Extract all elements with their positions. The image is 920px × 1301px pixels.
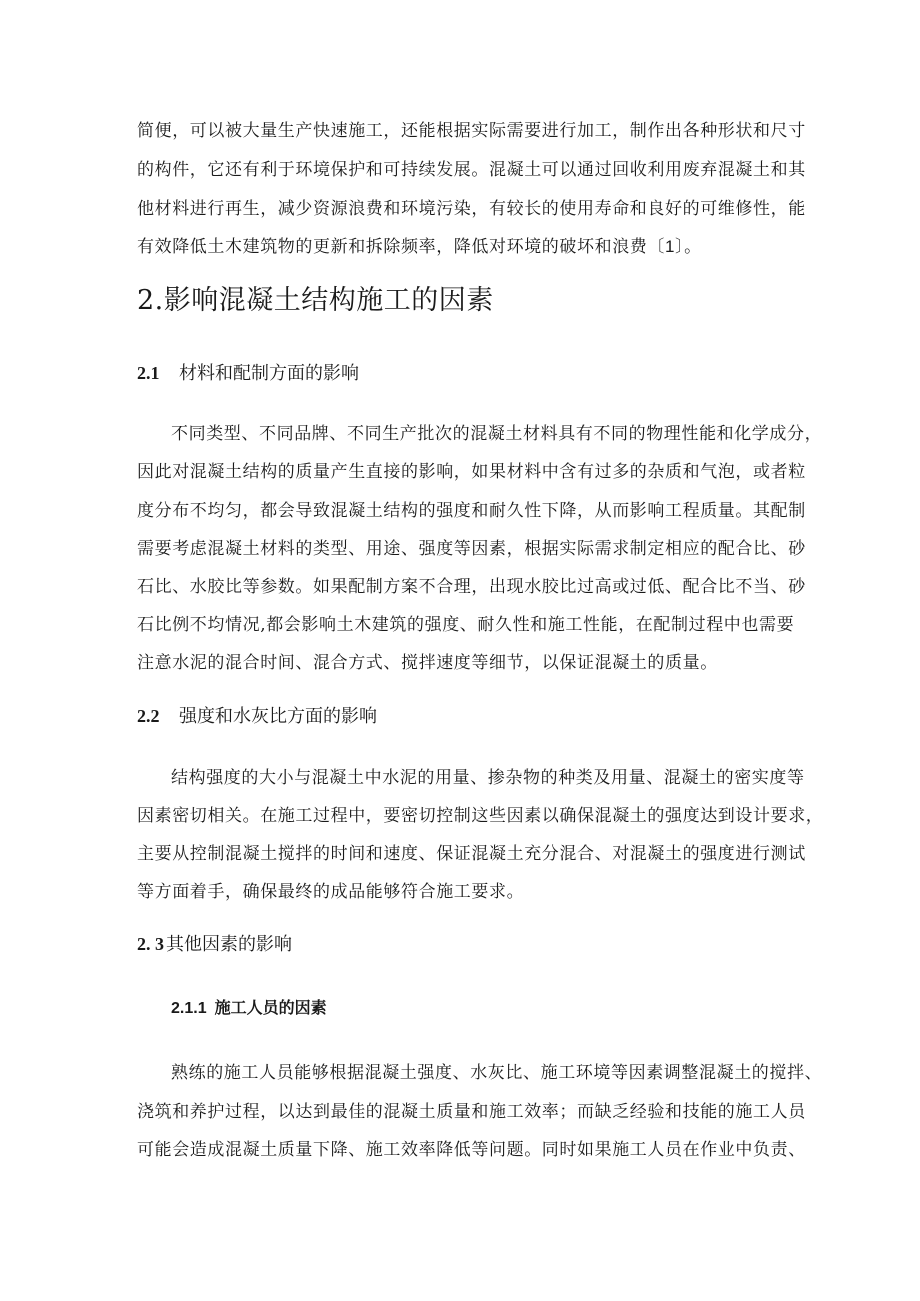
s21-line-5: 石比、水胶比等参数。如果配制方案不合理，出现水胶比过高或过低、配合比不当、砂	[137, 577, 806, 597]
intro-line-3: 他材料进行再生，减少资源浪费和环境污染，有较长的使用寿命和良好的可维修性，能	[137, 199, 806, 219]
intro-line-4	[137, 235, 702, 259]
section-2-3-heading	[137, 931, 292, 958]
section-2-2-heading	[137, 703, 377, 730]
section-2-2-number: 2.2	[137, 706, 160, 726]
section-2-1-1-number: 2.1.1	[171, 1000, 207, 1017]
intro-line-2: 的构件，它还有利于环境保护和可持续发展。混凝土可以通过回收利用废弃混凝土和其	[137, 160, 806, 180]
s211-line-1: 熟练的施工人员能够根据混凝土强度、水灰比、施工环境等因素调整混凝土的搅拌、	[171, 1063, 823, 1083]
intro-line-4-text: 有效降低土木建筑物的更新和拆除频率，降低对环境的破坏和浪费	[137, 237, 648, 257]
section-2-2-title: 强度和水灰比方面的影响	[179, 706, 377, 727]
s21-line-3: 度分布不均匀，都会导致混凝土结构的强度和耐久性下降，从而影响工程质量。其配制	[137, 501, 806, 521]
s211-line-2: 浇筑和养护过程，以达到最佳的混凝土质量和施工效率；而缺乏经验和技能的施工人员	[137, 1102, 806, 1122]
section-2-1-title: 材料和配制方面的影响	[179, 363, 359, 384]
s22-line-4: 等方面着手，确保最终的成品能够符合施工要求。	[137, 882, 525, 902]
section-2-1-number: 2.1	[137, 363, 160, 383]
section-2-1-1-title: 施工人员的因素	[214, 998, 327, 1017]
s21-line-1: 不同类型、不同品牌、不同生产批次的混凝土材料具有不同的物理性能和化学成分，	[171, 424, 823, 444]
s21-line-4: 需要考虑混凝土材料的类型、用途、强度等因素，根据实际需求制定相应的配合比、砂	[137, 539, 806, 559]
section-2-1-heading	[137, 360, 359, 387]
s22-line-3: 主要从控制混凝土搅拌的时间和速度、保证混凝土充分混合、对混凝土的强度进行测试	[137, 844, 806, 864]
s22-line-2: 因素密切相关。在施工过程中，要密切控制这些因素以确保混凝土的强度达到设计要求，	[137, 806, 824, 826]
intro-line-1: 简便，可以被大量生产快速施工，还能根据实际需要进行加工，制作出各种形状和尺寸	[137, 121, 806, 141]
s22-line-1: 结构强度的大小与混凝土中水泥的用量、掺杂物的种类及用量、混凝土的密实度等	[171, 768, 805, 788]
s211-line-3: 可能会造成混凝土质量下降、施工效率降低等问题。同时如果施工人员在作业中负责、	[137, 1140, 806, 1160]
section-2-heading: 2.影响混凝土结构施工的因素	[137, 285, 494, 316]
section-2-1-1-heading	[171, 996, 327, 1021]
s21-line-2: 因此对混凝土结构的质量产生直接的影响，如果材料中含有过多的杂质和气泡，或者粒	[137, 462, 806, 482]
s21-line-7: 注意水泥的混合时间、混合方式、搅拌速度等细节，以保证混凝土的质量。	[137, 653, 718, 673]
section-2-3-number: 2. 3	[137, 934, 164, 954]
s21-line-6: 石比例不均情况,都会影响土木建筑的强度、耐久性和施工性能，在配制过程中也需要	[137, 615, 795, 635]
citation: 〔1〕。	[647, 237, 702, 256]
section-2-3-title: 其他因素的影响	[166, 934, 292, 955]
